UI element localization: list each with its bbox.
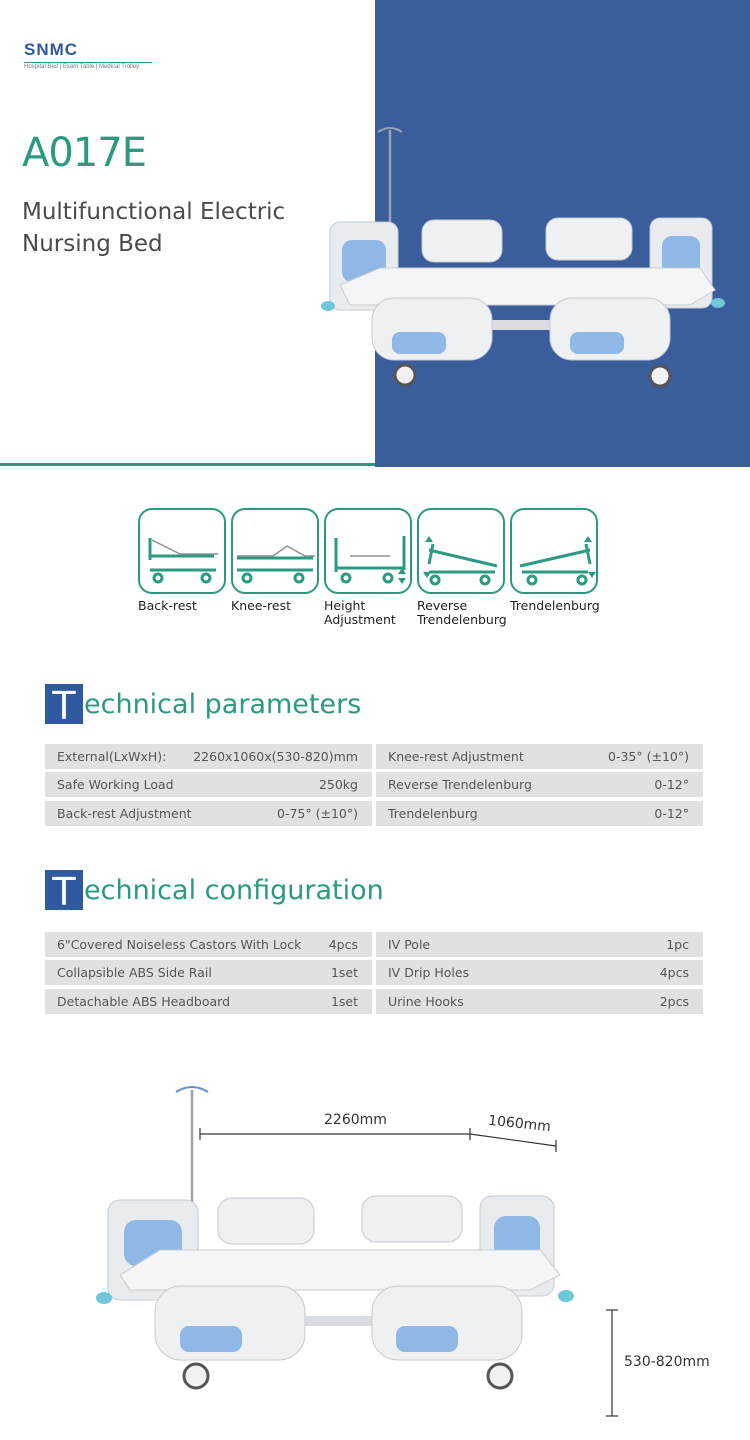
hero-accent-line [0, 463, 375, 466]
hero-bed-image [320, 120, 730, 400]
function-reverse-trendelenburg [417, 508, 507, 627]
table-row [376, 744, 703, 769]
height-adjustment-icon [324, 508, 412, 594]
function-label: Reverse Trendelenburg [417, 598, 507, 627]
function-label: Back-rest [138, 598, 197, 613]
heading-text: echnical parameters [84, 689, 362, 720]
heading-cap: T [45, 684, 83, 724]
parameters-left-column [45, 744, 372, 829]
dimension-drawing [0, 1070, 750, 1440]
param-key: Safe Working Load [57, 777, 174, 793]
config-value: 4pcs [659, 965, 689, 981]
table-row [45, 960, 372, 985]
param-value: 0-35° (±10°) [608, 749, 689, 764]
brand-logo [24, 40, 140, 70]
brand-tagline: Hospital Bed | Exam Table | Medical Trolley [24, 64, 140, 70]
config-key: Urine Hooks [388, 993, 464, 1009]
function-trendelenburg [510, 508, 600, 613]
heading-text: echnical configuration [84, 875, 384, 906]
function-height [324, 508, 414, 627]
config-key: Collapsible ABS Side Rail [57, 965, 212, 981]
param-key: Back-rest Adjustment [57, 805, 192, 821]
reverse-trendelenburg-icon [417, 508, 505, 594]
table-row [376, 960, 703, 985]
config-value: 4pcs [328, 937, 358, 952]
function-label: Trendelenburg [510, 598, 600, 613]
trendelenburg-icon [510, 508, 598, 594]
table-row [45, 801, 372, 826]
configuration-left-column [45, 932, 372, 1017]
config-key: Detachable ABS Headboard [57, 993, 230, 1009]
function-label: Knee-rest [231, 598, 291, 613]
table-row [376, 772, 703, 797]
param-value: 0-12° [654, 805, 689, 821]
param-value: 0-75° (±10°) [277, 805, 358, 821]
param-value: 2260x1060x(530-820)mm [193, 749, 358, 764]
function-back-rest [138, 508, 228, 613]
back-rest-icon [138, 508, 226, 594]
param-value: 0-12° [654, 777, 689, 793]
brand-rule [24, 62, 152, 63]
table-row [376, 801, 703, 826]
param-value: 250kg [318, 777, 358, 793]
knee-rest-icon [231, 508, 319, 594]
width-dimension: 1060mm [487, 1112, 552, 1136]
param-key: External(LxWxH): [57, 749, 167, 764]
table-row [45, 744, 372, 769]
table-row [45, 932, 372, 957]
table-row [45, 772, 372, 797]
config-value: 2pcs [659, 993, 689, 1009]
height-dimension: 530-820mm [624, 1354, 710, 1370]
product-title: Multifunctional Electric Nursing Bed [22, 199, 286, 257]
table-row [376, 932, 703, 957]
param-key: Reverse Trendelenburg [388, 777, 532, 793]
function-icons [138, 508, 618, 638]
function-label: Height Adjustment [324, 598, 396, 627]
config-value: 1set [330, 993, 358, 1009]
product-model: A017E [22, 130, 146, 176]
table-row [45, 989, 372, 1014]
parameters-right-column [376, 744, 703, 829]
param-key: Knee-rest Adjustment [388, 749, 524, 764]
heading-cap: T [45, 870, 83, 910]
table-row [376, 989, 703, 1014]
config-key: IV Pole [388, 937, 431, 952]
brand-name: SNMC [24, 40, 79, 59]
param-key: Trendelenburg [388, 805, 478, 821]
function-knee-rest [231, 508, 321, 613]
config-value: 1set [330, 965, 358, 981]
configuration-right-column [376, 932, 703, 1017]
length-dimension: 2260mm [324, 1112, 387, 1128]
config-value: 1pc [666, 937, 689, 952]
config-key: 6"Covered Noiseless Castors With Lock [57, 937, 302, 952]
config-key: IV Drip Holes [388, 965, 470, 981]
hero-section [0, 0, 750, 467]
